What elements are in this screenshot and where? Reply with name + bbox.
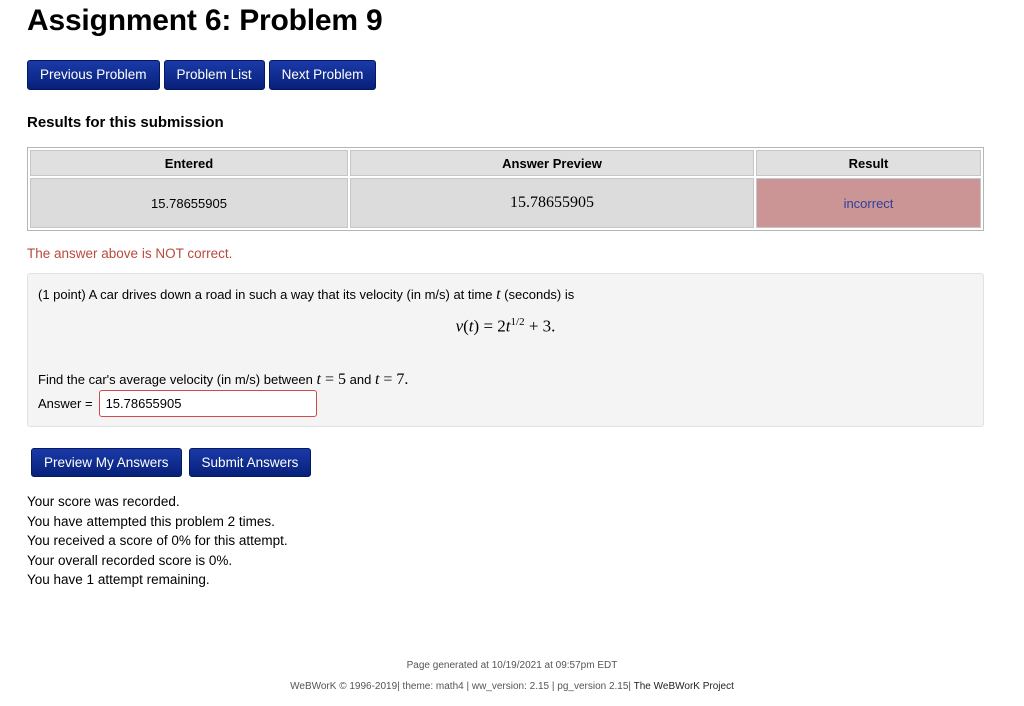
page-title: Assignment 6: Problem 9 [27, 4, 383, 37]
result-cell: incorrect [756, 178, 981, 228]
previous-problem-button[interactable]: Previous Problem [27, 60, 160, 90]
result-column-header: Result [756, 150, 981, 176]
score-line: You have 1 attempt remaining. [27, 572, 210, 588]
answer-row [38, 390, 317, 417]
webwork-project-link[interactable]: The WeBWorK Project [633, 681, 734, 692]
score-line: You have attempted this problem 2 times. [27, 513, 275, 529]
problem-statement [38, 286, 574, 304]
next-problem-button[interactable]: Next Problem [269, 60, 377, 90]
footer-generated: Page generated at 10/19/2021 at 09:57pm EDT [406, 660, 618, 671]
results-table [27, 147, 984, 231]
results-row [30, 178, 981, 228]
score-line: Your score was recorded. [27, 494, 180, 509]
footer-info [0, 681, 1024, 692]
score-line: You received a score of 0% for this attempt. [27, 533, 288, 549]
score-summary [27, 492, 288, 590]
find-question: Find the car's average velocity (in m/s) between t = 5 and t = 7. [38, 371, 409, 388]
incorrect-notice: The answer above is NOT correct. [27, 246, 233, 261]
velocity-formula: $v(t) = 2t^{1/2} + 3$. [455, 316, 556, 336]
entered-cell: 15.78655905 [30, 178, 348, 228]
time-variable: t [496, 286, 501, 303]
score-line: Your overall recorded score is 0%. [27, 552, 233, 568]
statement-unit: (seconds) is [504, 287, 575, 302]
answer-input[interactable] [99, 390, 317, 417]
submit-answers-button[interactable]: Submit Answers [189, 448, 312, 477]
preview-answers-button[interactable]: Preview My Answers [31, 448, 182, 477]
action-buttons [31, 448, 311, 477]
results-heading: Results for this submission [27, 114, 224, 131]
entered-column-header: Entered [30, 150, 348, 176]
answer-label: Answer = [38, 396, 93, 411]
footer-version: WeBWorK © 1996-2019| theme: math4 | ww_version: 2.15 | pg_version 2.15| [290, 681, 632, 692]
results-header-row [30, 150, 981, 176]
problem-nav [27, 60, 376, 90]
statement-text: (1 point) A car drives down a road in such a way that its velocity (in m/s) at time [38, 287, 493, 302]
problem-box [27, 273, 984, 427]
answer-preview-column-header: Answer Preview [350, 150, 754, 176]
answer-preview-cell: 15.78655905 [350, 178, 754, 228]
problem-list-button[interactable]: Problem List [164, 60, 265, 90]
